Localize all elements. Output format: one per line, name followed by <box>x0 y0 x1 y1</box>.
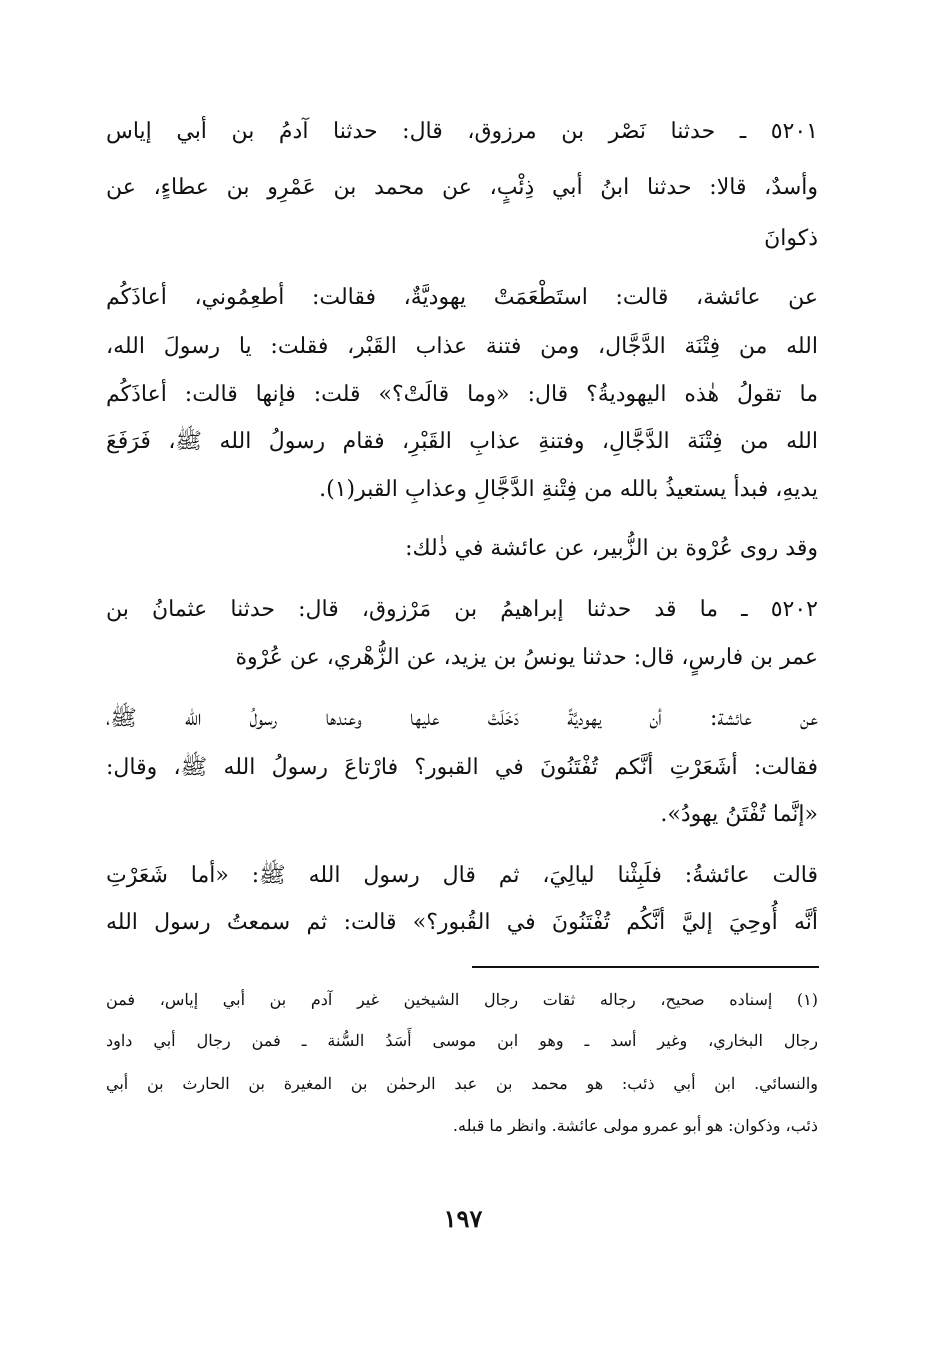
matn-5201-line-5: يديهِ، فبدأ يستعيذُ بالله من فِتْنةِ الدَّجَّالِ وعذابِ القبر(١). <box>319 477 818 502</box>
matn-5201-line-1: عن عائشة، قالت: استَطْعَمَتْ يهوديَّةٌ، فقالت: أطعِمُوني، أعاذَكُم <box>106 285 818 310</box>
continuation-line-1: قالت عائشةُ: فلَبِثْنا ليالِيَ، ثم قال رسول الله ﷺ: «أما شَعَرْتِ <box>106 863 818 888</box>
matn-5201-line-3: ما تقولُ هٰذه اليهوديةُ؟ قال: «وما قالَتْ؟» قلت: فإنها قالت: أعاذَكُم <box>106 382 818 407</box>
continuation-line-2: أنَّه أُوحِيَ إليَّ أنَّكُم تُفْتَنُونَ في القُبور؟» قالت: ثم سمعتُ رسول الله <box>106 910 818 935</box>
footnote-line-4: ذئب، وذكوان: هو أبو عمرو مولى عائشة. وانظر ما قبله. <box>452 1116 818 1135</box>
footnote-line-1: (١) إسناده صحيح، رجاله ثقات رجال الشيخين غير آدم بن أبي إياس، فمن <box>106 990 818 1009</box>
hadith-5202-line-1: ٥٢٠٢ ـ ما قد حدثنا إبراهيمُ بن مَرْزوق، قال: حدثنا عثمانُ بن <box>106 597 818 622</box>
hadith-5202-line-2: عمر بن فارسٍ، قال: حدثنا يونسُ بن يزيد، عن الزُّهْري، عن عُرْوة <box>235 645 818 670</box>
hadith-5201-line-2: وأسدٌ، قالا: حدثنا ابنُ أبي ذِئْبٍ، عن محمد بن عَمْرِو بن عطاءٍ، عن <box>106 175 818 200</box>
transition-line: وقد روى عُرْوة بن الزُّبير، عن عائشة في ذٰلك: <box>405 536 818 561</box>
footnote-separator <box>472 966 819 968</box>
hadith-5201-line-3: ذكوانَ <box>764 226 818 251</box>
hadith-5201-line-1: ٥٢٠١ ـ حدثنا نَصْر بن مرزوق، قال: حدثنا آدمُ بن أبي إياس <box>106 119 818 144</box>
page-number: ١٩٧ <box>443 1204 483 1233</box>
footnote-line-2: رجال البخاري، وغير أسد ـ وهو ابن موسى أَسَدُ السُّنة ـ فمن رجال أبي داود <box>106 1031 818 1050</box>
footnote-line-3: والنسائي. ابن أبي ذئب: هو محمد بن عبد الرحمٰن بن المغيرة بن الحارث بن أبي <box>106 1074 818 1093</box>
matn-5202-line-2: فقالت: أشَعَرْتِ أنَّكم تُفْتَنُونَ في القبور؟ فارْتاعَ رسولُ الله ﷺ، وقال: <box>106 755 818 780</box>
matn-5201-line-4: الله من فِتْنَة الدَّجَّالِ، وفتنةِ عذابِ القَبْرِ، فقام رسولُ الله ﷺ، فَرَفَعَ <box>106 429 818 454</box>
matn-5202-line-1: عن عائشة: أن يهوديَّةً دَخَلَتْ عليها وعندها رسولُ الله ﷺ، <box>106 706 818 731</box>
matn-5202-line-3: «إنَّما تُفْتَنُ يهودُ». <box>660 802 818 827</box>
matn-5201-line-2: الله من فِتْنَة الدَّجَّال، ومن فتنة عذاب القَبْر، فقلت: يا رسولَ الله، <box>106 334 818 359</box>
